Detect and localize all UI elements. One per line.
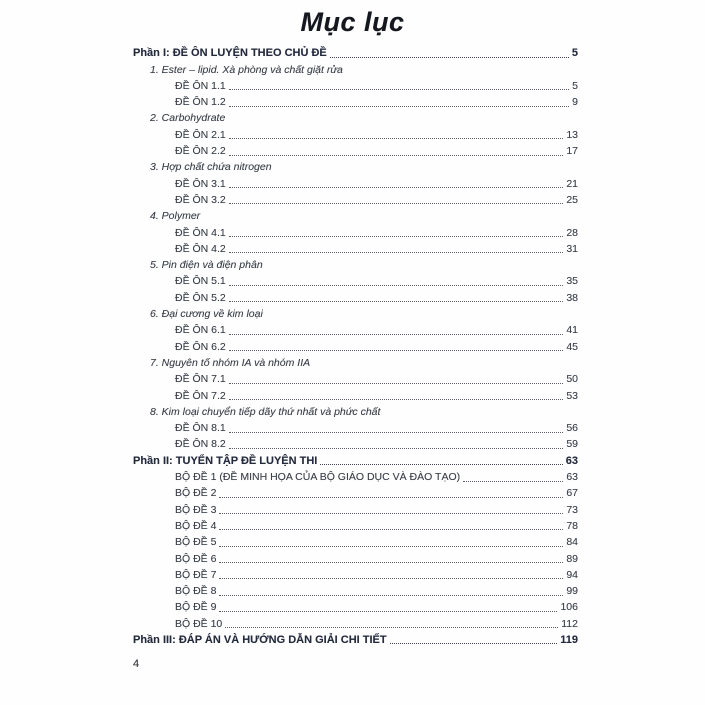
toc-row (150, 207, 578, 223)
toc-entry-label: ĐỀ ÔN 3.1 (175, 177, 226, 190)
toc-row (175, 484, 578, 500)
dot-leader (229, 236, 564, 237)
toc-row (175, 370, 578, 386)
toc-entry-label: 8. Kim loại chuyển tiếp dãy thứ nhất và phức chất (150, 405, 381, 418)
toc-row (175, 174, 578, 190)
toc-entry-label: ĐỀ ÔN 3.2 (175, 193, 226, 206)
toc-row (150, 354, 578, 370)
toc-entry-label: 7. Nguyên tố nhóm IA và nhóm IIA (150, 356, 311, 369)
toc-entry-page: 25 (566, 193, 578, 206)
toc-row (175, 566, 578, 582)
toc-row (175, 125, 578, 141)
toc-entry-label: BỘ ĐỀ 6 (175, 552, 217, 565)
toc-row (133, 451, 578, 467)
toc-row (150, 256, 578, 272)
toc-row (175, 549, 578, 565)
dot-leader (229, 448, 564, 449)
toc-entry-page: 5 (571, 47, 578, 60)
toc-entry-label: 6. Đại cương về kim loại (150, 308, 263, 321)
toc-row (175, 77, 578, 93)
toc-row (175, 419, 578, 435)
toc-row (175, 582, 578, 598)
toc-entry-label: BỘ ĐỀ 4 (175, 519, 217, 532)
toc-row (150, 158, 578, 174)
toc-entry-label: ĐỀ ÔN 6.1 (175, 324, 226, 337)
toc-entry-label: BỘ ĐỀ 9 (175, 601, 217, 614)
footer-page-number: 4 (133, 658, 140, 670)
dot-leader (229, 187, 564, 188)
toc-row (150, 109, 578, 125)
dot-leader (229, 155, 564, 156)
toc-row (175, 142, 578, 158)
toc-entry-page: 106 (560, 601, 578, 614)
dot-leader (390, 643, 558, 644)
toc-entry-page: 78 (566, 519, 578, 532)
toc-entry-label: ĐỀ ÔN 8.2 (175, 438, 226, 451)
toc-entry-label: BỘ ĐỀ 3 (175, 503, 217, 516)
toc-entry-label: ĐỀ ÔN 7.1 (175, 373, 226, 386)
toc-entry-page: 31 (566, 242, 578, 255)
toc-row (175, 191, 578, 207)
toc-entry-page: 63 (566, 471, 578, 484)
toc-entry-label: ĐỀ ÔN 2.2 (175, 145, 226, 158)
toc-entry-label: 3. Hợp chất chứa nitrogen (150, 161, 272, 174)
toc-row (175, 272, 578, 288)
toc-entry-label: ĐỀ ÔN 7.2 (175, 389, 226, 402)
toc-row (175, 240, 578, 256)
dot-leader (229, 252, 564, 253)
dot-leader (229, 301, 564, 302)
toc-entry-page: 84 (566, 536, 578, 549)
dot-leader (330, 57, 569, 58)
toc-row (150, 60, 578, 76)
toc-entry-label: ĐỀ ÔN 8.1 (175, 422, 226, 435)
dot-leader (219, 513, 563, 514)
toc-row (175, 468, 578, 484)
dot-leader (219, 595, 563, 596)
dot-leader (229, 432, 564, 433)
toc-entry-page: 119 (560, 633, 578, 646)
toc-entry-page: 56 (566, 422, 578, 435)
toc-entry-page: 50 (566, 373, 578, 386)
dot-leader (229, 106, 569, 107)
toc-entry-page: 94 (566, 568, 578, 581)
dot-leader (229, 203, 564, 204)
toc-entry-label: 5. Pin điện và điện phân (150, 259, 263, 272)
dot-leader (320, 464, 562, 465)
toc-entry-label: BỘ ĐỀ 5 (175, 536, 217, 549)
toc-row (175, 93, 578, 109)
toc-entry-page: 17 (566, 145, 578, 158)
dot-leader (229, 138, 564, 139)
dot-leader (229, 350, 564, 351)
toc-entry-page: 112 (561, 617, 578, 630)
dot-leader (229, 334, 564, 335)
dot-leader (229, 89, 569, 90)
dot-leader (229, 399, 564, 400)
toc-entry-page: 67 (566, 487, 578, 500)
toc-entry-page: 38 (566, 291, 578, 304)
toc-entry-label: BỘ ĐỀ 2 (175, 487, 217, 500)
toc-entry-page: 99 (566, 585, 578, 598)
toc-row (175, 386, 578, 402)
dot-leader (219, 529, 563, 530)
toc-row (175, 533, 578, 549)
toc-entry-page: 89 (566, 552, 578, 565)
toc-entry-label: ĐỀ ÔN 5.1 (175, 275, 226, 288)
toc-entry-label: ĐỀ ÔN 6.2 (175, 340, 226, 353)
toc-list (133, 44, 578, 647)
toc-row (133, 631, 578, 647)
toc-row (175, 288, 578, 304)
toc-entry-label: ĐỀ ÔN 4.2 (175, 242, 226, 255)
dot-leader (229, 285, 564, 286)
toc-entry-page: 45 (566, 340, 578, 353)
toc-entry-label: BỘ ĐỀ 1 (ĐỀ MINH HỌA CỦA BỘ GIÁO DỤC VÀ ĐÀO TẠO) (175, 471, 461, 484)
dot-leader (219, 578, 563, 579)
toc-entry-label: ĐỀ ÔN 1.1 (175, 79, 226, 92)
toc-entry-page: 13 (566, 128, 578, 141)
toc-row (175, 321, 578, 337)
dot-leader (219, 611, 557, 612)
toc-entry-page: 5 (572, 79, 578, 92)
dot-leader (219, 546, 563, 547)
toc-entry-label: BỘ ĐỀ 8 (175, 585, 217, 598)
toc-entry-label: Phần II: TUYỂN TẬP ĐỀ LUYỆN THI (133, 454, 318, 467)
toc-entry-page: 28 (566, 226, 578, 239)
toc-row (150, 403, 578, 419)
toc-entry-label: 4. Polymer (150, 210, 201, 223)
toc-entry-label: ĐỀ ÔN 1.2 (175, 96, 226, 109)
toc-entry-label: Phần I: ĐỀ ÔN LUYỆN THEO CHỦ ĐỀ (133, 47, 327, 60)
toc-entry-label: ĐỀ ÔN 5.2 (175, 291, 226, 304)
toc-entry-label: 2. Carbohydrate (150, 112, 226, 125)
toc-row (175, 517, 578, 533)
toc-entry-page: 35 (566, 275, 578, 288)
toc-row (175, 614, 578, 630)
dot-leader (229, 383, 564, 384)
toc-row (175, 500, 578, 516)
dot-leader (463, 481, 563, 482)
toc-entry-page: 59 (566, 438, 578, 451)
toc-row (150, 305, 578, 321)
toc-row (175, 598, 578, 614)
dot-leader (219, 497, 563, 498)
toc-entry-label: ĐỀ ÔN 2.1 (175, 128, 226, 141)
toc-entry-page: 41 (566, 324, 578, 337)
toc-entry-label: ĐỀ ÔN 4.1 (175, 226, 226, 239)
toc-entry-page: 73 (566, 503, 578, 516)
toc-entry-label: 1. Ester – lipid. Xà phòng và chất giặt rửa (150, 63, 343, 76)
dot-leader (225, 627, 558, 628)
toc-entry-label: BỘ ĐỀ 7 (175, 568, 217, 581)
toc-entry-label: Phần III: ĐÁP ÁN VÀ HƯỚNG DẪN GIẢI CHI TIẾT (133, 633, 387, 646)
toc-row (133, 44, 578, 60)
toc-entry-page: 21 (566, 177, 578, 190)
toc-entry-label: BỘ ĐỀ 10 (175, 617, 223, 630)
toc-row (175, 337, 578, 353)
toc-row (175, 223, 578, 239)
toc-row (175, 435, 578, 451)
toc-entry-page: 63 (565, 454, 578, 467)
toc-entry-page: 9 (572, 96, 578, 109)
page-title: Mục lục (300, 7, 405, 37)
dot-leader (219, 562, 563, 563)
toc-entry-page: 53 (566, 389, 578, 402)
